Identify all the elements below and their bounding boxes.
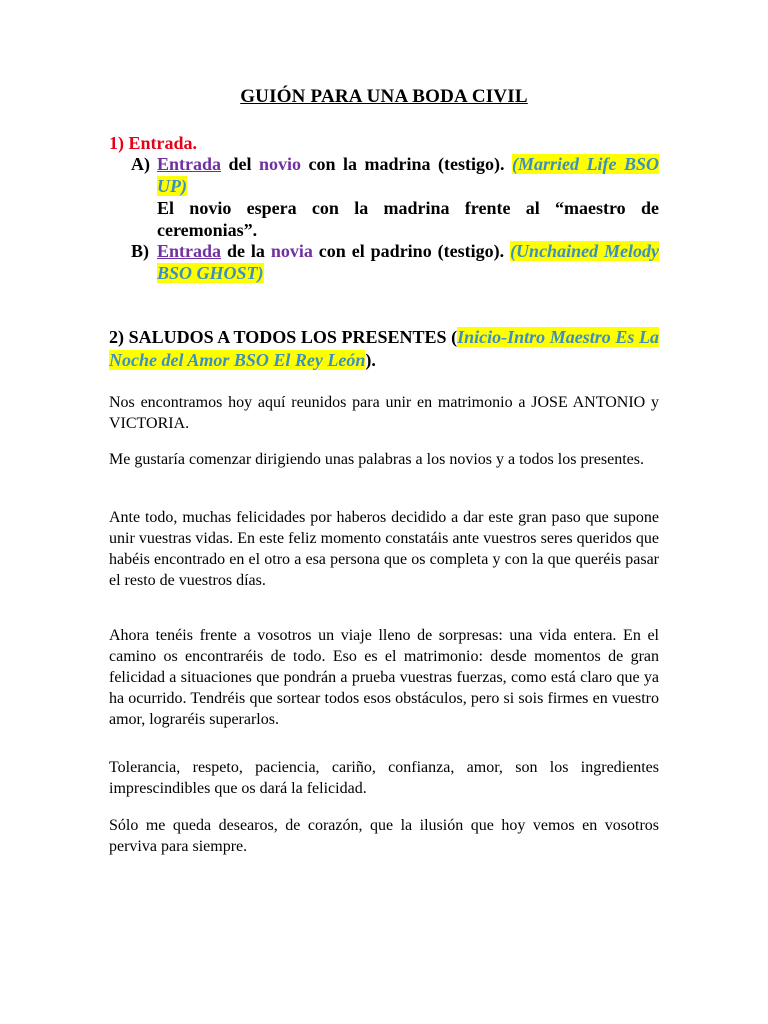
section-2-music: Inicio-Intro Maestro Es La Noche del Amor BSO El Rey León [109,327,659,370]
item-b-entrada: Entrada [157,241,222,261]
paragraph-1: Nos encontramos hoy aquí reunidos para unir en matrimonio a JOSE ANTONIO y VICTORIA. [109,394,659,432]
section-2-heading [109,326,659,372]
section-2-title: 2) SALUDOS A TODOS LOS PRESENTES ( [109,327,458,347]
paragraph-2: Me gustaría comenzar dirigiendo unas palabras a los novios y a todos los presentes. [109,451,644,468]
item-b-de-la: de la [221,241,271,261]
item-b-music: (Unchained Melody BSO GHOST) [157,241,659,283]
document-title: GUIÓN PARA UNA BODA CIVIL [240,86,528,107]
item-a-marker: A) [131,154,150,174]
item-b [131,240,659,284]
item-a [131,153,659,241]
item-a-novio: novio [259,154,302,174]
paragraph-5: Tolerancia, respeto, paciencia, cariño, confianza, amor, son los ingredientes imprescindibles que os dará la felicidad. [109,759,659,797]
item-b-novia: novia [270,241,313,261]
paragraph-6: Sólo me queda desearos, de corazón, que la ilusión que hoy vemos en vosotros perviva para siempre. [109,817,659,855]
paragraph-4: Ahora tenéis frente a vosotros un viaje lleno de sorpresas: una vida entera. En el camino os encontraréis de todo. Eso es el matrimonio: desde momentos de gran felicidad a situaciones que pondrán a prueba vuestras fuerzas, como está claro que ya ha ocurrido. Tendréis que sortear todos esos obstáculos, pero si sois firmes en vuestro amor, lograréis superarlos. [109,627,659,728]
item-a-note: El novio espera con la madrina frente al “maestro de ceremonias”. [157,198,659,240]
item-a-music: (Married Life BSO UP) [157,154,659,196]
section-1-heading: 1) Entrada. [109,133,198,153]
paragraph-3: Ante todo, muchas felicidades por haberos decidido a dar este gran paso que supone unir vuestras vidas. En este feliz momento constatáis ante vuestros seres queridos que habéis encontrado en el otro a esa persona que os completa y con la que queréis pasar el resto de vuestros días. [109,509,659,589]
item-a-text: con la madrina (testigo). [301,154,512,174]
item-b-marker: B) [131,241,149,261]
item-a-del: del [221,154,260,174]
item-a-entrada: Entrada [157,154,222,174]
section-2-close: ). [365,350,376,370]
item-b-text: con el padrino (testigo). [312,241,511,261]
